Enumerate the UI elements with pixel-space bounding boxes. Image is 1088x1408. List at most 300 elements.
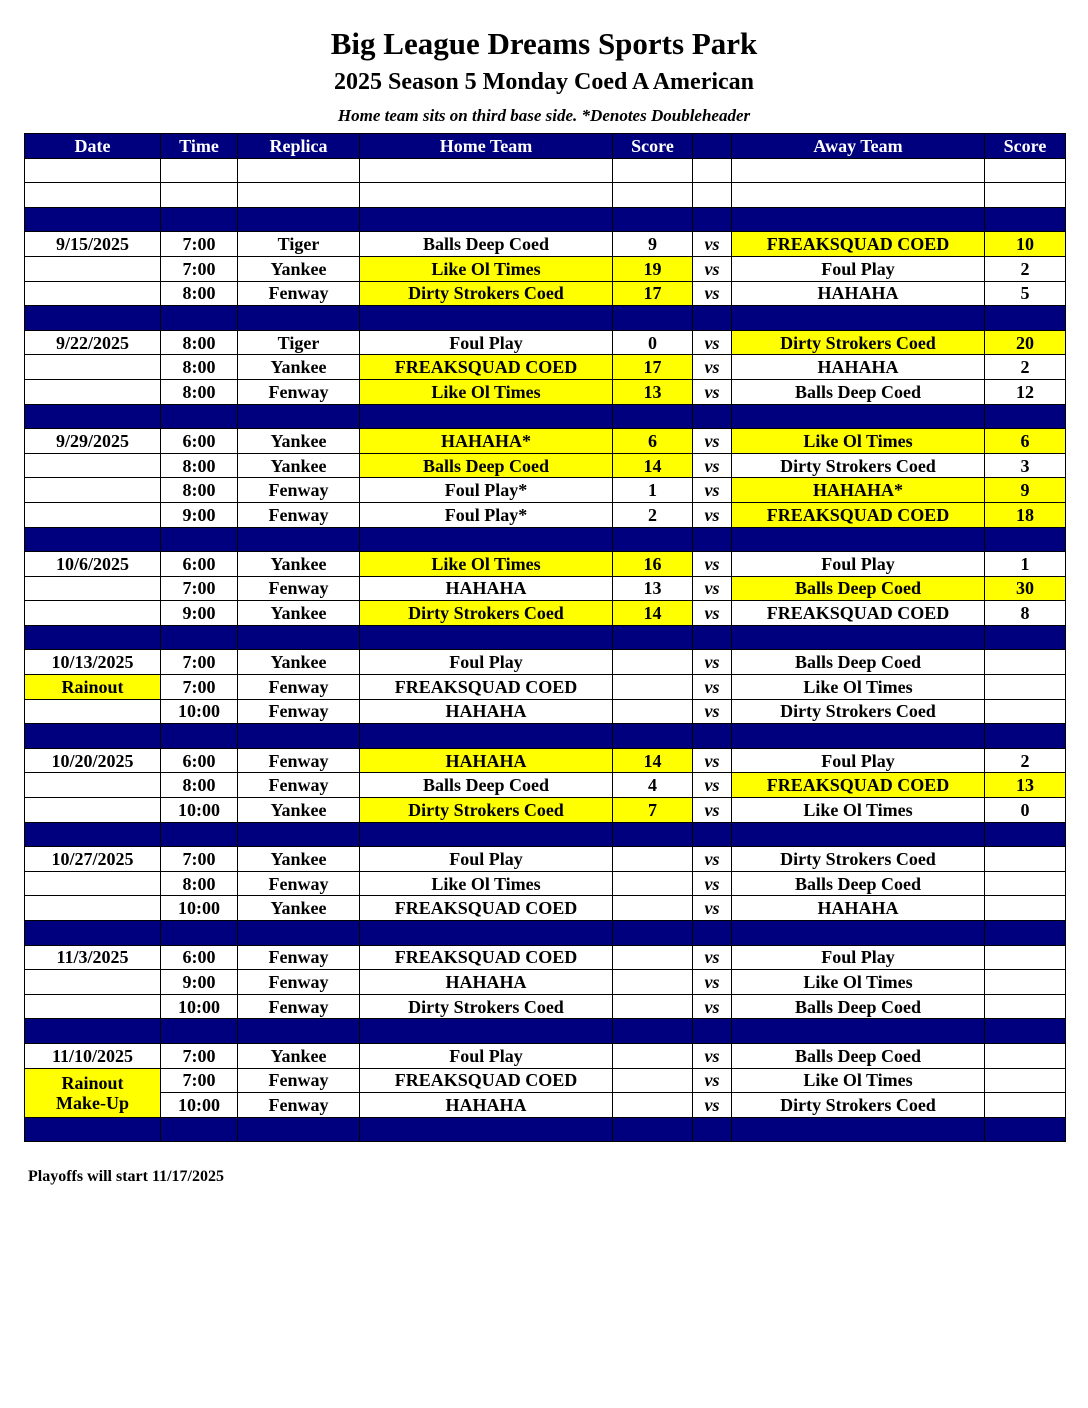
game-time: 8:00 bbox=[161, 478, 238, 503]
game-row bbox=[25, 453, 1066, 478]
empty-cell bbox=[25, 306, 161, 331]
home-team: FREAKSQUAD COED bbox=[360, 355, 613, 380]
game-row bbox=[25, 281, 1066, 306]
empty-cell bbox=[732, 625, 985, 650]
empty-cell bbox=[985, 1019, 1066, 1044]
empty-cell bbox=[613, 724, 693, 749]
empty-cell bbox=[732, 158, 985, 183]
home-team: Foul Play bbox=[360, 650, 613, 675]
game-date: Rainout Make-Up bbox=[25, 1068, 161, 1117]
field-name: Yankee bbox=[238, 1043, 360, 1068]
home-team: Like Ol Times bbox=[360, 552, 613, 577]
away-score bbox=[985, 847, 1066, 872]
empty-cell bbox=[985, 183, 1066, 208]
game-row bbox=[25, 896, 1066, 921]
game-time: 6:00 bbox=[161, 945, 238, 970]
empty-cell bbox=[985, 625, 1066, 650]
home-score: 0 bbox=[613, 330, 693, 355]
home-team: HAHAHA bbox=[360, 748, 613, 773]
home-score bbox=[613, 970, 693, 995]
game-row bbox=[25, 232, 1066, 257]
separator-row bbox=[25, 921, 1066, 946]
game-date: 10/6/2025 bbox=[25, 552, 161, 577]
game-time: 8:00 bbox=[161, 773, 238, 798]
empty-cell bbox=[732, 306, 985, 331]
game-row bbox=[25, 970, 1066, 995]
away-score: 10 bbox=[985, 232, 1066, 257]
empty-cell bbox=[613, 1019, 693, 1044]
away-score: 8 bbox=[985, 601, 1066, 626]
home-score: 16 bbox=[613, 552, 693, 577]
empty-cell bbox=[238, 158, 360, 183]
empty-cell bbox=[25, 625, 161, 650]
away-score: 9 bbox=[985, 478, 1066, 503]
home-team: Foul Play bbox=[360, 330, 613, 355]
empty-cell bbox=[360, 724, 613, 749]
game-row bbox=[25, 478, 1066, 503]
game-time: 7:00 bbox=[161, 1068, 238, 1093]
empty-cell bbox=[238, 1117, 360, 1142]
col-time-header: Time bbox=[161, 134, 238, 159]
empty-cell bbox=[732, 207, 985, 232]
game-row bbox=[25, 576, 1066, 601]
game-date bbox=[25, 896, 161, 921]
empty-cell bbox=[238, 404, 360, 429]
empty-cell bbox=[161, 921, 238, 946]
away-team: Balls Deep Coed bbox=[732, 576, 985, 601]
game-row bbox=[25, 650, 1066, 675]
home-team: FREAKSQUAD COED bbox=[360, 1068, 613, 1093]
home-score: 17 bbox=[613, 281, 693, 306]
game-row bbox=[25, 552, 1066, 577]
game-row bbox=[25, 601, 1066, 626]
vs-label: vs bbox=[693, 256, 732, 281]
empty-cell bbox=[613, 822, 693, 847]
empty-cell bbox=[161, 724, 238, 749]
game-time: 8:00 bbox=[161, 281, 238, 306]
home-team: Foul Play bbox=[360, 1043, 613, 1068]
playoffs-note: Playoffs will start 11/17/2025 bbox=[28, 1168, 224, 1185]
away-score bbox=[985, 1043, 1066, 1068]
empty-cell bbox=[360, 207, 613, 232]
empty-cell bbox=[985, 306, 1066, 331]
empty-cell bbox=[613, 306, 693, 331]
empty-cell bbox=[613, 1117, 693, 1142]
away-team: Foul Play bbox=[732, 256, 985, 281]
empty-cell bbox=[360, 822, 613, 847]
vs-label: vs bbox=[693, 453, 732, 478]
away-score bbox=[985, 871, 1066, 896]
game-time: 10:00 bbox=[161, 896, 238, 921]
field-name: Yankee bbox=[238, 256, 360, 281]
home-score: 6 bbox=[613, 429, 693, 454]
home-score: 13 bbox=[613, 379, 693, 404]
empty-cell bbox=[25, 921, 161, 946]
vs-label: vs bbox=[693, 871, 732, 896]
away-team: Dirty Strokers Coed bbox=[732, 330, 985, 355]
game-row bbox=[25, 1043, 1066, 1068]
empty-cell bbox=[161, 527, 238, 552]
empty-cell bbox=[161, 183, 238, 208]
empty-cell bbox=[25, 527, 161, 552]
away-team: Balls Deep Coed bbox=[732, 871, 985, 896]
empty-cell bbox=[693, 207, 732, 232]
vs-label: vs bbox=[693, 281, 732, 306]
field-name: Fenway bbox=[238, 281, 360, 306]
away-team: FREAKSQUAD COED bbox=[732, 232, 985, 257]
away-team: Like Ol Times bbox=[732, 675, 985, 700]
away-team: FREAKSQUAD COED bbox=[732, 773, 985, 798]
away-score bbox=[985, 970, 1066, 995]
game-time: 8:00 bbox=[161, 453, 238, 478]
empty-cell bbox=[360, 1117, 613, 1142]
empty-cell bbox=[25, 158, 161, 183]
game-time: 7:00 bbox=[161, 232, 238, 257]
empty-cell bbox=[613, 625, 693, 650]
vs-label: vs bbox=[693, 1093, 732, 1118]
empty-cell bbox=[161, 207, 238, 232]
game-time: 9:00 bbox=[161, 502, 238, 527]
blank-row bbox=[25, 183, 1066, 208]
away-score: 6 bbox=[985, 429, 1066, 454]
game-row bbox=[25, 355, 1066, 380]
home-team: Foul Play* bbox=[360, 478, 613, 503]
away-score bbox=[985, 675, 1066, 700]
game-row bbox=[25, 699, 1066, 724]
empty-cell bbox=[238, 183, 360, 208]
empty-cell bbox=[693, 183, 732, 208]
game-time: 8:00 bbox=[161, 330, 238, 355]
game-row bbox=[25, 256, 1066, 281]
empty-cell bbox=[360, 158, 613, 183]
schedule-table bbox=[24, 133, 1066, 1142]
home-score bbox=[613, 1043, 693, 1068]
empty-cell bbox=[693, 822, 732, 847]
empty-cell bbox=[613, 404, 693, 429]
field-name: Yankee bbox=[238, 896, 360, 921]
game-time: 10:00 bbox=[161, 994, 238, 1019]
game-date bbox=[25, 502, 161, 527]
game-time: 10:00 bbox=[161, 798, 238, 823]
empty-cell bbox=[732, 921, 985, 946]
field-name: Fenway bbox=[238, 576, 360, 601]
vs-label: vs bbox=[693, 970, 732, 995]
empty-cell bbox=[161, 306, 238, 331]
empty-cell bbox=[985, 724, 1066, 749]
game-time: 7:00 bbox=[161, 576, 238, 601]
vs-label: vs bbox=[693, 232, 732, 257]
away-team: FREAKSQUAD COED bbox=[732, 601, 985, 626]
vs-label: vs bbox=[693, 429, 732, 454]
away-team: FREAKSQUAD COED bbox=[732, 502, 985, 527]
empty-cell bbox=[25, 1019, 161, 1044]
empty-cell bbox=[25, 822, 161, 847]
away-team: Foul Play bbox=[732, 552, 985, 577]
field-name: Yankee bbox=[238, 355, 360, 380]
empty-cell bbox=[613, 183, 693, 208]
away-team: HAHAHA bbox=[732, 355, 985, 380]
game-date bbox=[25, 256, 161, 281]
empty-cell bbox=[985, 1117, 1066, 1142]
home-score bbox=[613, 896, 693, 921]
game-time: 8:00 bbox=[161, 871, 238, 896]
home-score: 19 bbox=[613, 256, 693, 281]
col-home-score-header: Score bbox=[613, 134, 693, 159]
vs-label: vs bbox=[693, 502, 732, 527]
away-team: Dirty Strokers Coed bbox=[732, 847, 985, 872]
game-date: 11/3/2025 bbox=[25, 945, 161, 970]
vs-label: vs bbox=[693, 798, 732, 823]
game-time: 9:00 bbox=[161, 970, 238, 995]
empty-cell bbox=[693, 158, 732, 183]
field-name: Fenway bbox=[238, 748, 360, 773]
field-name: Fenway bbox=[238, 994, 360, 1019]
empty-cell bbox=[161, 158, 238, 183]
home-score bbox=[613, 847, 693, 872]
empty-cell bbox=[732, 183, 985, 208]
home-team: Balls Deep Coed bbox=[360, 232, 613, 257]
home-team: Balls Deep Coed bbox=[360, 453, 613, 478]
col-vs-header bbox=[693, 134, 732, 159]
empty-cell bbox=[693, 404, 732, 429]
separator-row bbox=[25, 1117, 1066, 1142]
away-team: HAHAHA bbox=[732, 896, 985, 921]
home-team: HAHAHA bbox=[360, 576, 613, 601]
empty-cell bbox=[732, 1117, 985, 1142]
empty-cell bbox=[161, 1019, 238, 1044]
empty-cell bbox=[693, 921, 732, 946]
vs-label: vs bbox=[693, 675, 732, 700]
field-name: Yankee bbox=[238, 429, 360, 454]
field-name: Yankee bbox=[238, 847, 360, 872]
field-name: Tiger bbox=[238, 330, 360, 355]
home-team: HAHAHA bbox=[360, 1093, 613, 1118]
separator-row bbox=[25, 306, 1066, 331]
game-date bbox=[25, 355, 161, 380]
empty-cell bbox=[732, 724, 985, 749]
home-team: FREAKSQUAD COED bbox=[360, 896, 613, 921]
separator-row bbox=[25, 1019, 1066, 1044]
empty-cell bbox=[238, 527, 360, 552]
home-team: HAHAHA* bbox=[360, 429, 613, 454]
field-name: Tiger bbox=[238, 232, 360, 257]
empty-cell bbox=[238, 921, 360, 946]
away-team: Dirty Strokers Coed bbox=[732, 1093, 985, 1118]
field-name: Fenway bbox=[238, 1068, 360, 1093]
home-team: Like Ol Times bbox=[360, 871, 613, 896]
away-score: 2 bbox=[985, 748, 1066, 773]
away-team: HAHAHA bbox=[732, 281, 985, 306]
field-name: Fenway bbox=[238, 379, 360, 404]
vs-label: vs bbox=[693, 773, 732, 798]
empty-cell bbox=[360, 527, 613, 552]
vs-label: vs bbox=[693, 847, 732, 872]
game-date bbox=[25, 453, 161, 478]
schedule-body bbox=[25, 158, 1066, 1142]
game-date: 10/20/2025 bbox=[25, 748, 161, 773]
field-name: Fenway bbox=[238, 478, 360, 503]
away-score: 2 bbox=[985, 256, 1066, 281]
empty-cell bbox=[693, 724, 732, 749]
empty-cell bbox=[732, 1019, 985, 1044]
vs-label: vs bbox=[693, 478, 732, 503]
empty-cell bbox=[985, 527, 1066, 552]
vs-label: vs bbox=[693, 748, 732, 773]
away-score: 13 bbox=[985, 773, 1066, 798]
field-name: Yankee bbox=[238, 798, 360, 823]
empty-cell bbox=[25, 183, 161, 208]
home-team: Dirty Strokers Coed bbox=[360, 281, 613, 306]
game-row bbox=[25, 1068, 1066, 1093]
game-time: 6:00 bbox=[161, 429, 238, 454]
empty-cell bbox=[161, 1117, 238, 1142]
home-team: Dirty Strokers Coed bbox=[360, 601, 613, 626]
col-replica-header: Replica bbox=[238, 134, 360, 159]
away-team: Dirty Strokers Coed bbox=[732, 699, 985, 724]
home-team: FREAKSQUAD COED bbox=[360, 675, 613, 700]
game-row bbox=[25, 945, 1066, 970]
game-time: 10:00 bbox=[161, 1093, 238, 1118]
home-team: Balls Deep Coed bbox=[360, 773, 613, 798]
game-row bbox=[25, 429, 1066, 454]
empty-cell bbox=[25, 1117, 161, 1142]
home-score bbox=[613, 994, 693, 1019]
col-away-team-header: Away Team bbox=[732, 134, 985, 159]
game-row bbox=[25, 773, 1066, 798]
home-team: Like Ol Times bbox=[360, 379, 613, 404]
game-date bbox=[25, 576, 161, 601]
away-team: Foul Play bbox=[732, 748, 985, 773]
home-team: HAHAHA bbox=[360, 970, 613, 995]
game-row bbox=[25, 871, 1066, 896]
field-name: Yankee bbox=[238, 552, 360, 577]
field-name: Fenway bbox=[238, 773, 360, 798]
game-date bbox=[25, 379, 161, 404]
empty-cell bbox=[360, 404, 613, 429]
empty-cell bbox=[360, 183, 613, 208]
empty-cell bbox=[360, 306, 613, 331]
game-date bbox=[25, 798, 161, 823]
game-date bbox=[25, 478, 161, 503]
empty-cell bbox=[693, 625, 732, 650]
empty-cell bbox=[732, 822, 985, 847]
empty-cell bbox=[985, 921, 1066, 946]
away-team: Like Ol Times bbox=[732, 429, 985, 454]
page-title: Big League Dreams Sports Park bbox=[330, 26, 758, 61]
field-name: Fenway bbox=[238, 502, 360, 527]
home-score: 14 bbox=[613, 453, 693, 478]
home-score: 14 bbox=[613, 601, 693, 626]
empty-cell bbox=[161, 404, 238, 429]
empty-cell bbox=[985, 158, 1066, 183]
home-team: Dirty Strokers Coed bbox=[360, 798, 613, 823]
empty-cell bbox=[693, 527, 732, 552]
empty-cell bbox=[161, 822, 238, 847]
away-score: 18 bbox=[985, 502, 1066, 527]
empty-cell bbox=[161, 625, 238, 650]
vs-label: vs bbox=[693, 650, 732, 675]
home-score: 7 bbox=[613, 798, 693, 823]
away-team: Balls Deep Coed bbox=[732, 994, 985, 1019]
home-team: Dirty Strokers Coed bbox=[360, 994, 613, 1019]
empty-cell bbox=[238, 724, 360, 749]
home-score bbox=[613, 871, 693, 896]
empty-cell bbox=[985, 207, 1066, 232]
field-name: Fenway bbox=[238, 945, 360, 970]
empty-cell bbox=[613, 158, 693, 183]
empty-cell bbox=[613, 527, 693, 552]
game-date bbox=[25, 994, 161, 1019]
vs-label: vs bbox=[693, 1043, 732, 1068]
empty-cell bbox=[613, 207, 693, 232]
empty-cell bbox=[25, 724, 161, 749]
vs-label: vs bbox=[693, 601, 732, 626]
game-date bbox=[25, 871, 161, 896]
vs-label: vs bbox=[693, 1068, 732, 1093]
game-date: 9/29/2025 bbox=[25, 429, 161, 454]
game-row bbox=[25, 330, 1066, 355]
game-time: 8:00 bbox=[161, 355, 238, 380]
away-team: HAHAHA* bbox=[732, 478, 985, 503]
home-score: 4 bbox=[613, 773, 693, 798]
game-date bbox=[25, 773, 161, 798]
home-score bbox=[613, 650, 693, 675]
empty-cell bbox=[238, 625, 360, 650]
game-date: 10/27/2025 bbox=[25, 847, 161, 872]
home-score bbox=[613, 945, 693, 970]
away-score bbox=[985, 699, 1066, 724]
vs-label: vs bbox=[693, 699, 732, 724]
game-row bbox=[25, 994, 1066, 1019]
away-score: 20 bbox=[985, 330, 1066, 355]
vs-label: vs bbox=[693, 330, 732, 355]
game-row bbox=[25, 379, 1066, 404]
empty-cell bbox=[238, 1019, 360, 1044]
game-row bbox=[25, 675, 1066, 700]
separator-row bbox=[25, 404, 1066, 429]
home-team: HAHAHA bbox=[360, 699, 613, 724]
away-score: 0 bbox=[985, 798, 1066, 823]
away-score: 12 bbox=[985, 379, 1066, 404]
home-team: FREAKSQUAD COED bbox=[360, 945, 613, 970]
away-score: 5 bbox=[985, 281, 1066, 306]
empty-cell bbox=[238, 306, 360, 331]
home-score: 17 bbox=[613, 355, 693, 380]
vs-label: vs bbox=[693, 994, 732, 1019]
away-score bbox=[985, 1093, 1066, 1118]
away-score bbox=[985, 896, 1066, 921]
home-team: Foul Play bbox=[360, 847, 613, 872]
away-score bbox=[985, 945, 1066, 970]
empty-cell bbox=[693, 306, 732, 331]
home-score bbox=[613, 1093, 693, 1118]
game-time: 7:00 bbox=[161, 847, 238, 872]
game-date bbox=[25, 699, 161, 724]
empty-cell bbox=[693, 1019, 732, 1044]
vs-label: vs bbox=[693, 379, 732, 404]
game-time: 7:00 bbox=[161, 675, 238, 700]
separator-row bbox=[25, 207, 1066, 232]
game-time: 6:00 bbox=[161, 748, 238, 773]
away-score: 2 bbox=[985, 355, 1066, 380]
away-team: Like Ol Times bbox=[732, 1068, 985, 1093]
col-date-header: Date bbox=[25, 134, 161, 159]
game-date bbox=[25, 281, 161, 306]
game-date: 9/22/2025 bbox=[25, 330, 161, 355]
game-row bbox=[25, 502, 1066, 527]
away-score: 3 bbox=[985, 453, 1066, 478]
game-date: 10/13/2025 bbox=[25, 650, 161, 675]
